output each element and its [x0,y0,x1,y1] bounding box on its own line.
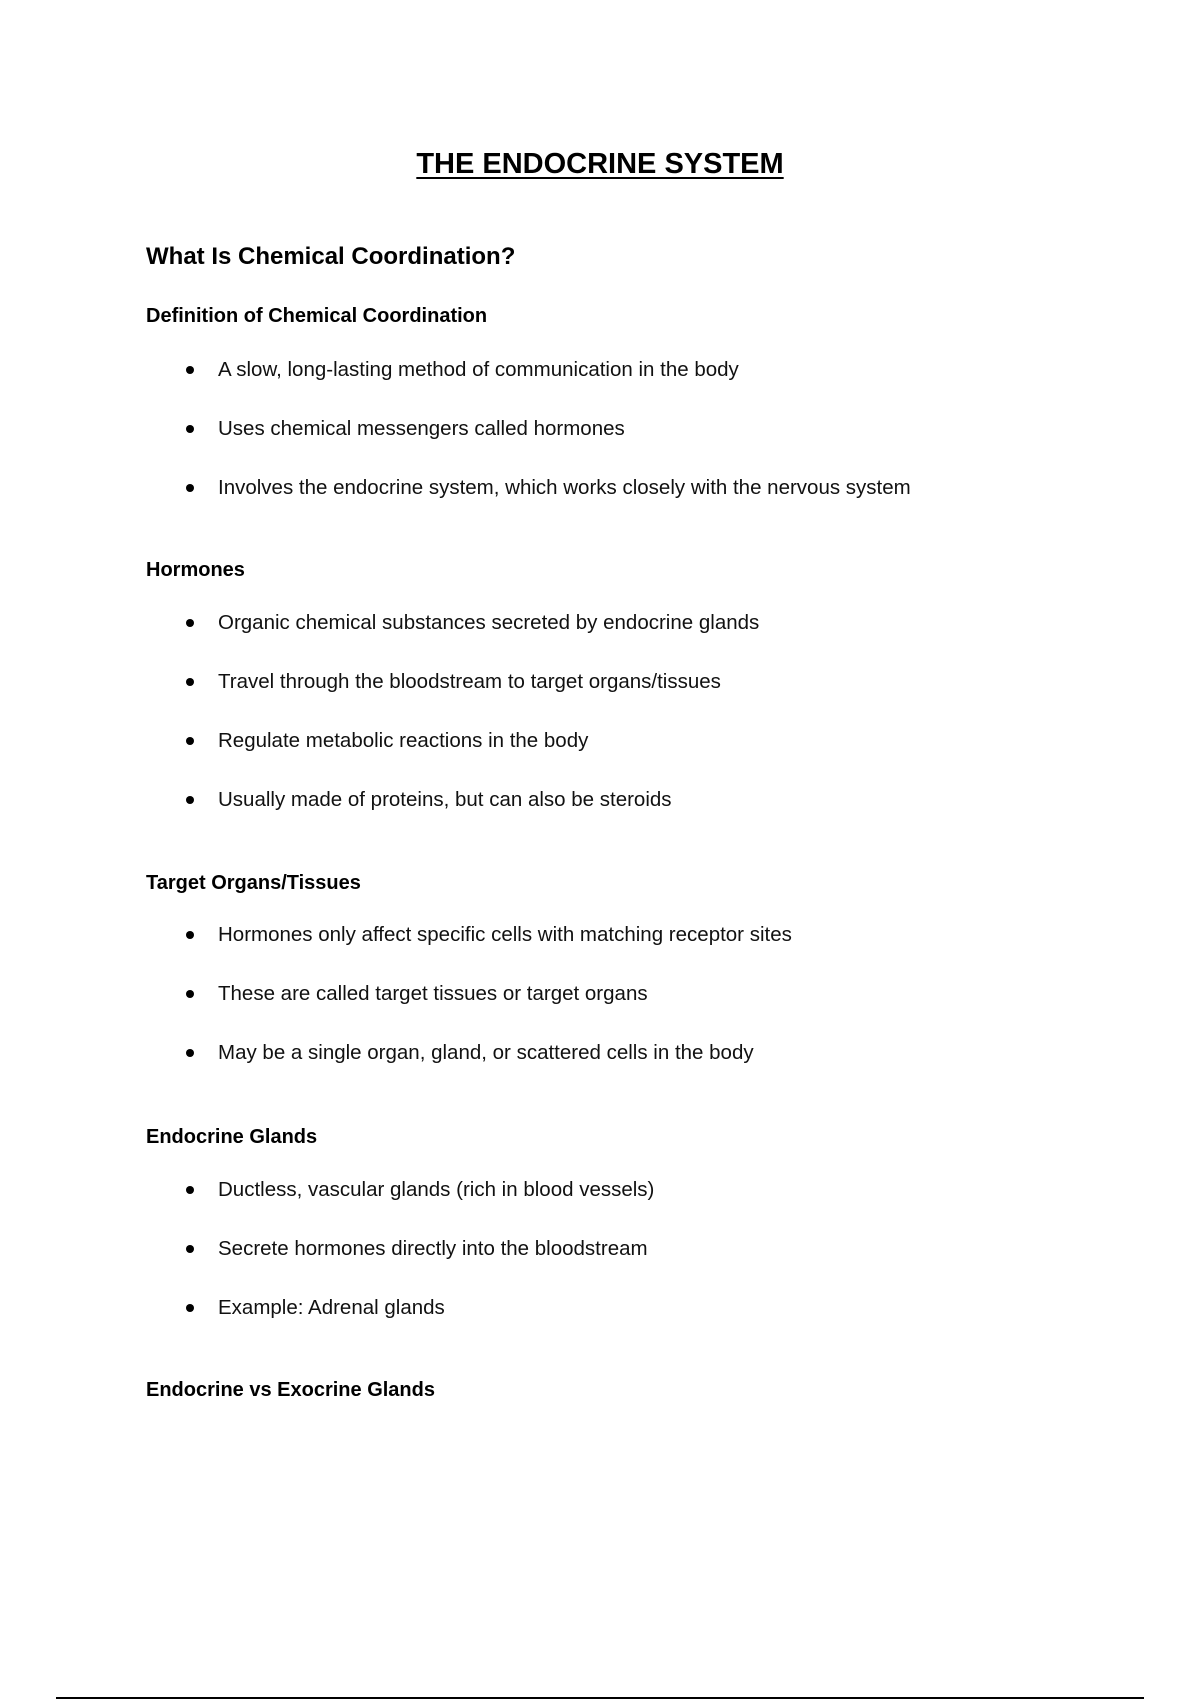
page-title: THE ENDOCRINE SYSTEM [416,148,784,180]
bullet-list-target-organs [146,922,792,1066]
list-item: Travel through the bloodstream to target organs/tissues [146,669,759,695]
list-item: Involves the endocrine system, which works closely with the nervous system [146,475,911,501]
list-item: Example: Adrenal glands [146,1295,654,1321]
subheading-endocrine-glands: Endocrine Glands [146,1126,318,1148]
list-item: May be a single organ, gland, or scattered cells in the body [146,1040,792,1066]
list-item: These are called target tissues or target organs [146,981,792,1007]
list-item: Secrete hormones directly into the bloodstream [146,1236,654,1262]
list-item: Organic chemical substances secreted by endocrine glands [146,610,759,636]
list-item: Regulate metabolic reactions in the body [146,728,759,754]
subheading-hormones: Hormones [146,559,245,581]
bullet-list-definition [146,357,911,501]
subheading-definition: Definition of Chemical Coordination [146,305,488,327]
subheading-target-organs: Target Organs/Tissues [146,872,361,894]
bullet-list-endocrine-glands [146,1177,654,1321]
list-item: Hormones only affect specific cells with matching receptor sites [146,922,792,948]
list-item: A slow, long-lasting method of communication in the body [146,357,911,383]
bullet-list-hormones [146,610,759,813]
section-heading-chemical-coordination: What Is Chemical Coordination? [146,243,516,270]
subheading-endocrine-vs-exocrine: Endocrine vs Exocrine Glands [146,1379,435,1401]
list-item: Ductless, vascular glands (rich in blood vessels) [146,1177,654,1203]
list-item: Uses chemical messengers called hormones [146,416,911,442]
page-bottom-divider [56,1697,1144,1699]
list-item: Usually made of proteins, but can also be steroids [146,787,759,813]
